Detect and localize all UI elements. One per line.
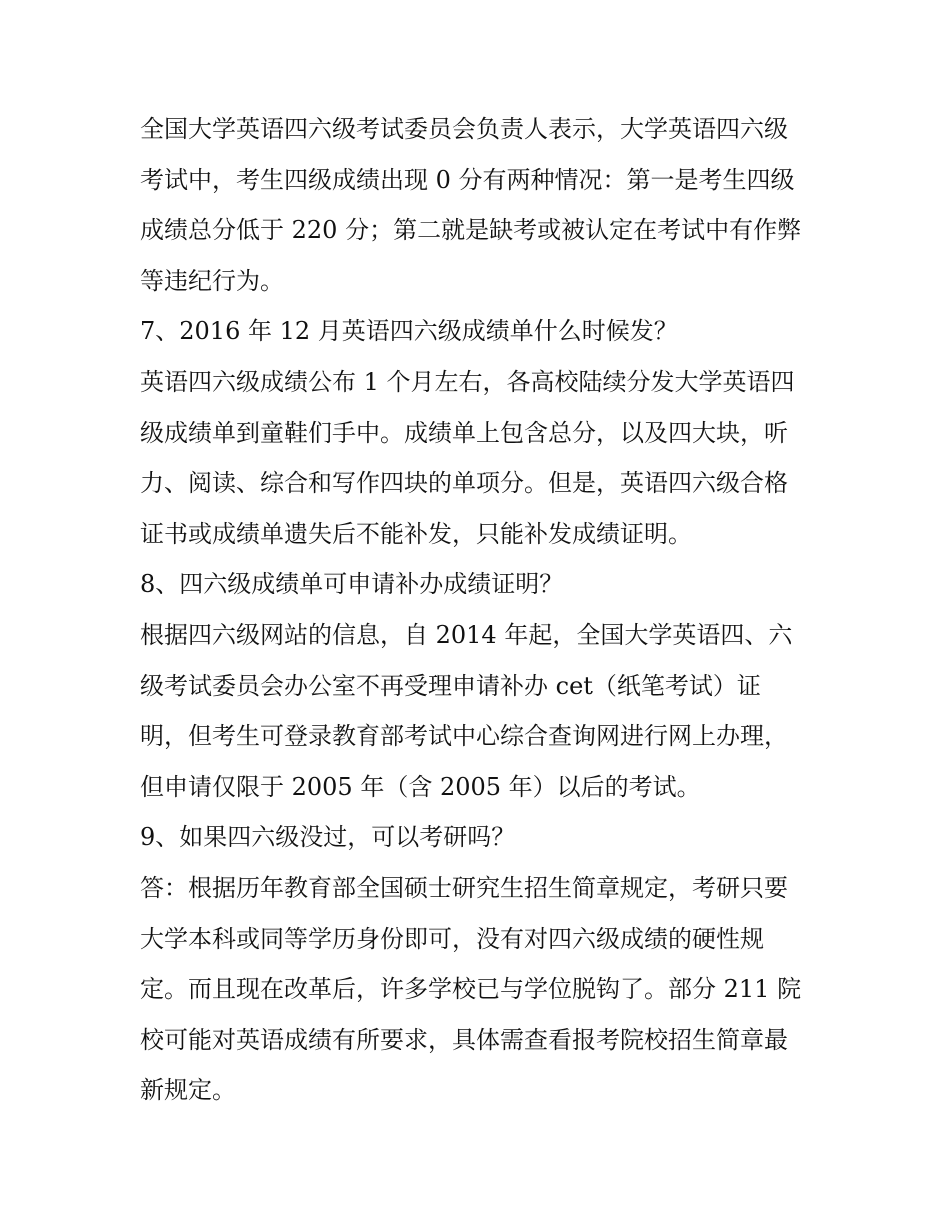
section-heading-7: 7、2016 年 12 月英语四六级成绩单什么时候发？ — [140, 317, 678, 346]
paragraph-line: 根据四六级网站的信息，自 2014 年起，全国大学英语四、六 — [140, 620, 793, 649]
paragraph-line: 新规定。 — [140, 1076, 236, 1105]
paragraph-line: 级成绩单到童鞋们手中。成绩单上包含总分，以及四大块，听 — [140, 418, 788, 447]
paragraph-line: 校可能对英语成绩有所要求，具体需查看报考院校招生简章最 — [140, 1025, 788, 1054]
paragraph-line: 大学本科或同等学历身份即可，没有对四六级成绩的硬性规 — [140, 924, 764, 953]
paragraph-line: 证书或成绩单遗失后不能补发，只能补发成绩证明。 — [140, 519, 692, 548]
paragraph-line: 等违纪行为。 — [140, 266, 284, 295]
paragraph-line: 成绩总分低于 220 分；第二就是缺考或被认定在考试中有作弊 — [140, 216, 802, 245]
document-body — [140, 104, 812, 1116]
paragraph-line: 但申请仅限于 2005 年（含 2005 年）以后的考试。 — [140, 772, 701, 801]
paragraph-line: 答：根据历年教育部全国硕士研究生招生简章规定，考研只要 — [140, 873, 788, 902]
paragraph-line: 全国大学英语四六级考试委员会负责人表示，大学英语四六级 — [140, 115, 788, 143]
paragraph-line: 级考试委员会办公室不再受理申请补办 cet（纸笔考试）证 — [140, 671, 761, 700]
paragraph-line: 英语四六级成绩公布 1 个月左右，各高校陆续分发大学英语四 — [140, 367, 795, 396]
section-heading-8: 8、四六级成绩单可申请补办成绩证明？ — [140, 570, 564, 599]
paragraph-line: 明，但考生可登录教育部考试中心综合查询网进行网上办理， — [140, 722, 788, 751]
paragraph-line: 力、阅读、综合和写作四块的单项分。但是，英语四六级合格 — [140, 469, 788, 498]
section-heading-9: 9、如果四六级没过，可以考研吗？ — [140, 823, 516, 852]
paragraph-line: 定。而且现在改革后，许多学校已与学位脱钩了。部分 211 院 — [140, 975, 802, 1004]
paragraph-line: 考试中，考生四级成绩出现 0 分有两种情况：第一是考生四级 — [140, 165, 795, 194]
